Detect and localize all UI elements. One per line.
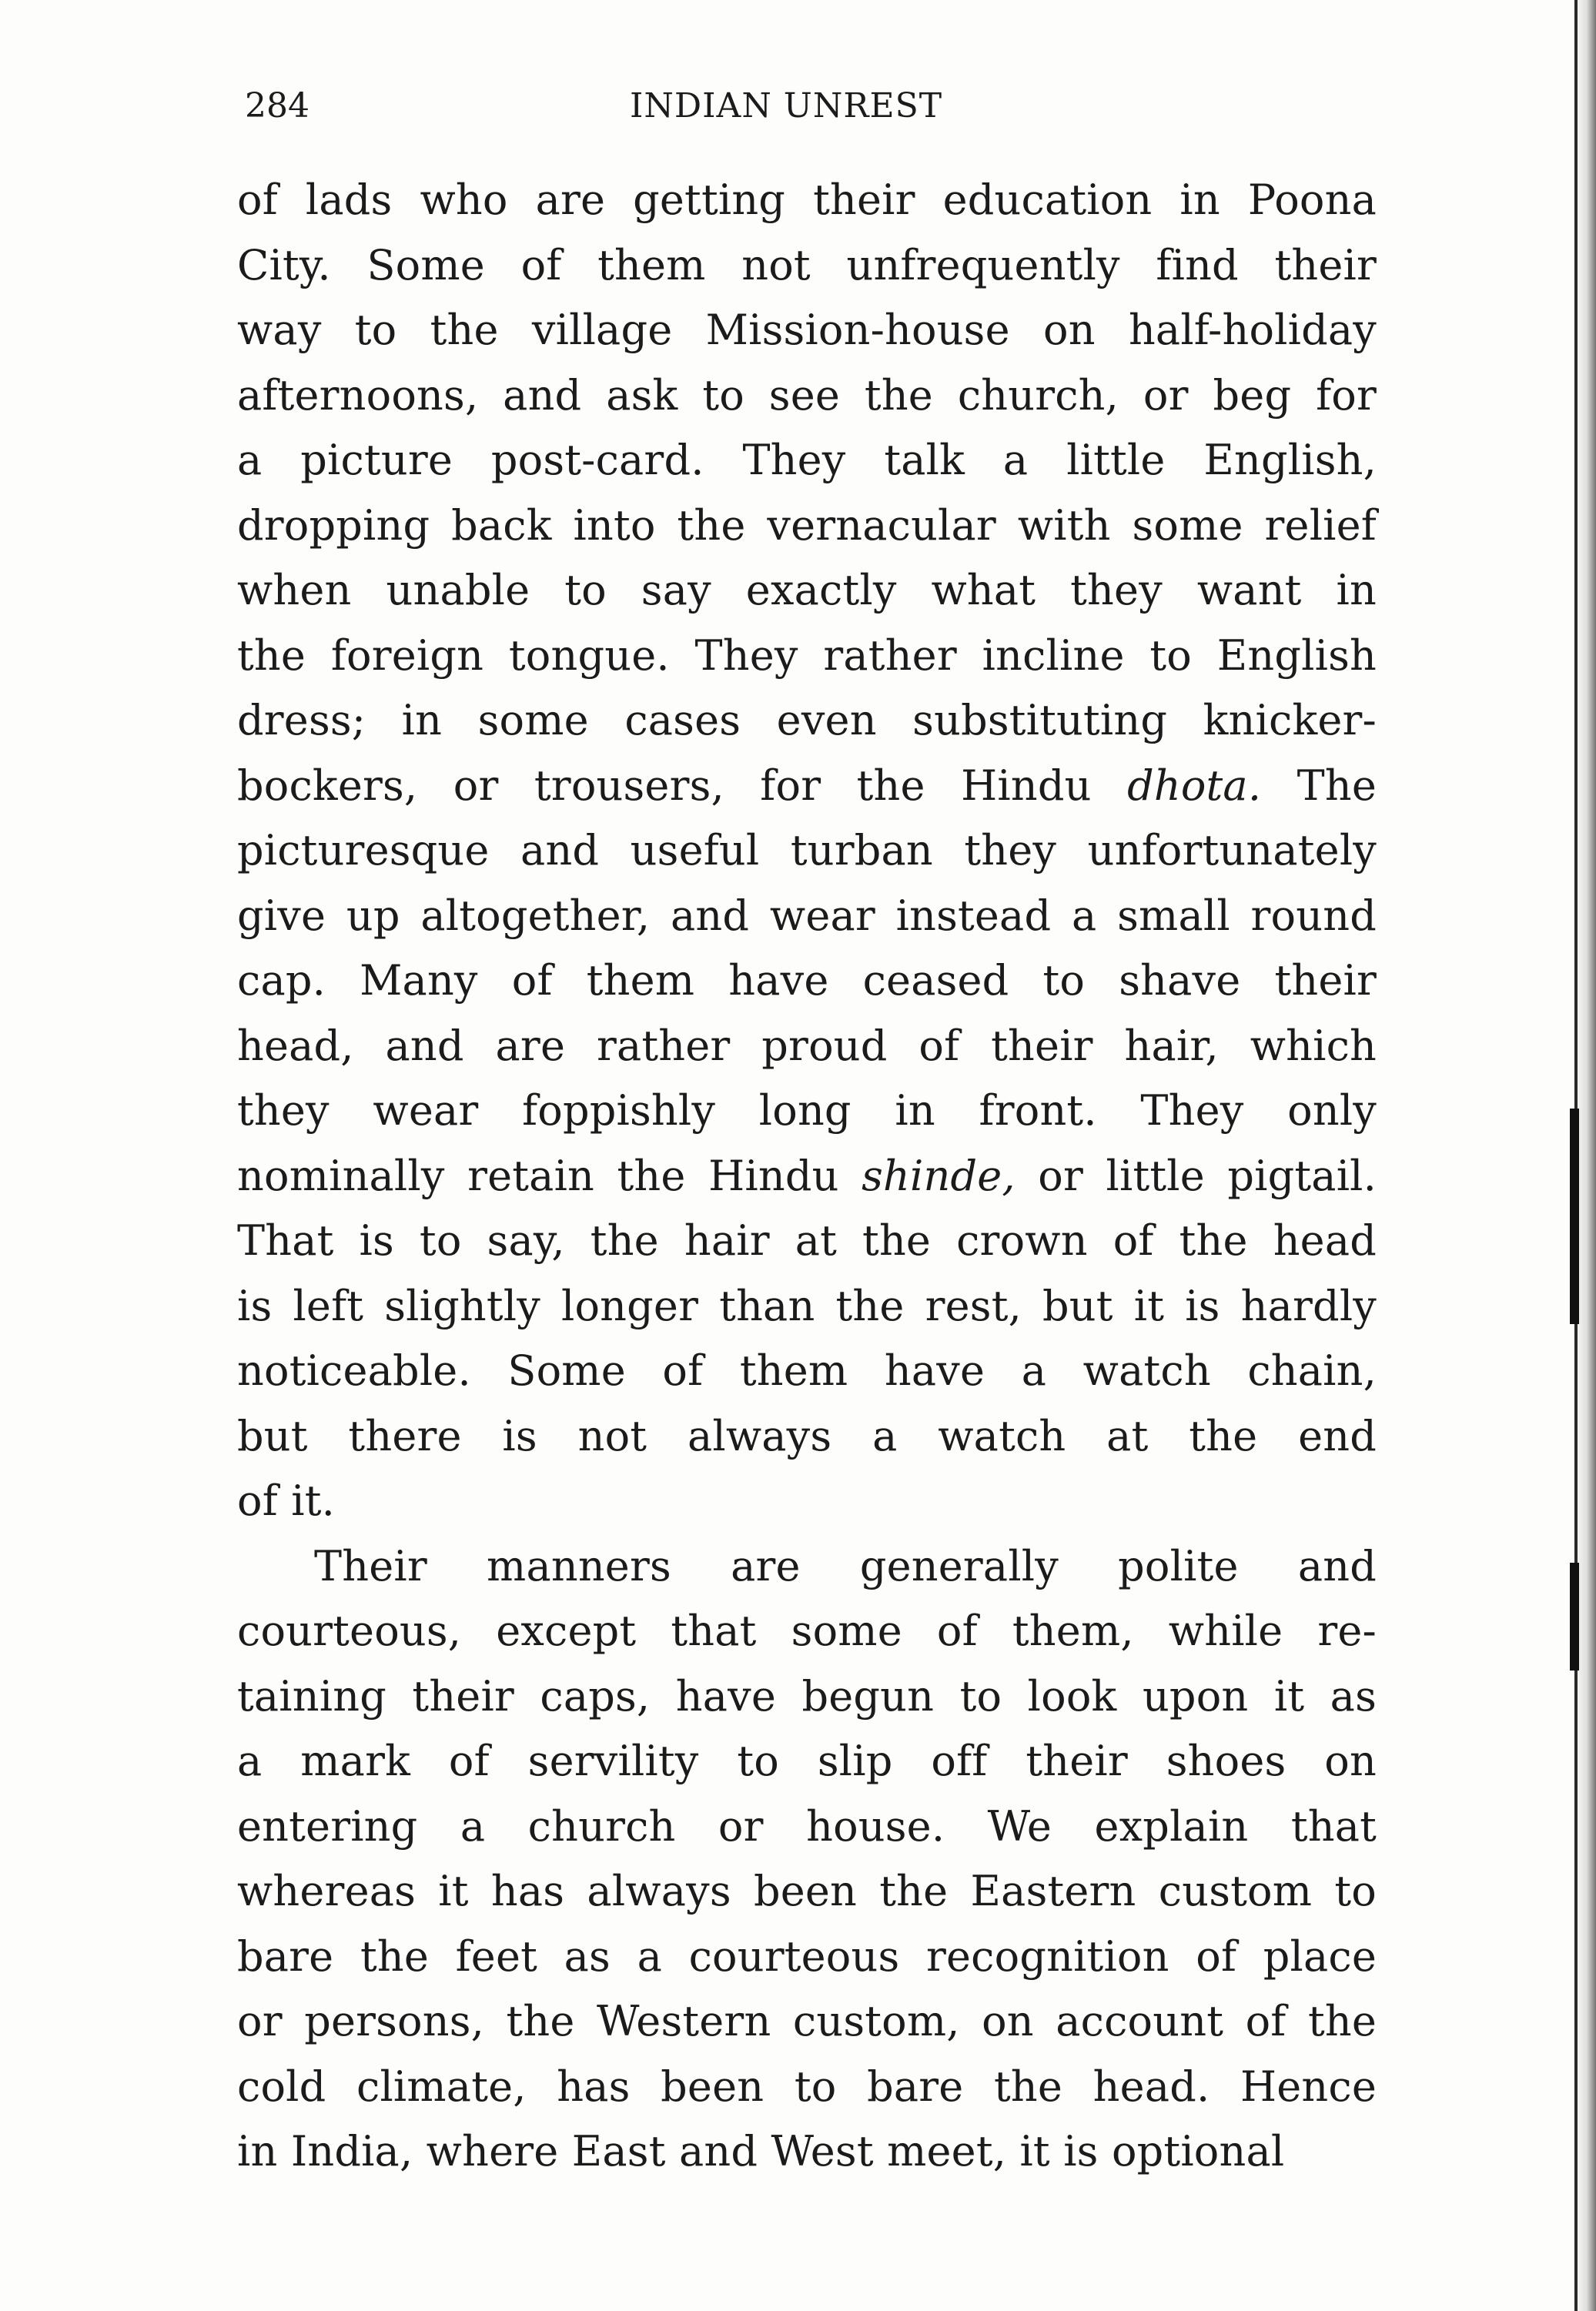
text-line: courteous, except that some of them, while re- — [237, 1607, 1377, 1655]
text-line: a mark of servility to slip off their shoes on — [237, 1737, 1377, 1785]
text-line: a picture post-card. They talk a little English, — [237, 436, 1377, 484]
italic-word: shinde, — [862, 1151, 1015, 1200]
text-line: but there is not always a watch at the end — [237, 1411, 1377, 1460]
text-line: picturesque and useful turban they unfortunately — [237, 826, 1377, 875]
text-line: taining their caps, have begun to look upon it as — [237, 1671, 1377, 1721]
italic-word: dhota. — [1127, 761, 1262, 810]
text-line: noticeable. Some of them have a watch chain, — [237, 1346, 1377, 1395]
text-run: or little pigtail. — [1015, 1151, 1377, 1200]
text-line: way to the village Mission-house on half-holiday — [237, 306, 1377, 354]
text-line: dress; in some cases even substituting knicker- — [237, 696, 1377, 744]
text-run: nominally retain the Hindu — [237, 1151, 862, 1200]
text-line: dropping back into the vernacular with some relief — [237, 500, 1377, 550]
text-line: is left slightly longer than the rest, but it is hardly — [237, 1281, 1377, 1330]
text-line: whereas it has always been the Eastern custom to — [237, 1867, 1377, 1915]
text-line: That is to say, the hair at the crown of the head — [237, 1216, 1377, 1265]
text-run: The — [1261, 761, 1377, 810]
page-edge-mark — [1570, 1563, 1579, 1671]
text-line: of it. — [237, 1477, 335, 1525]
text-line: they wear foppishly long in front. They only — [237, 1086, 1377, 1135]
text-line: give up altogether, and wear instead a small round — [237, 891, 1377, 940]
text-line: City. Some of them not unfrequently find their — [237, 240, 1377, 289]
text-line: in India, where East and West meet, it is optional — [237, 2127, 1285, 2176]
body-text — [237, 168, 1377, 2185]
text-line — [237, 1144, 1377, 1209]
text-run: bockers, or trousers, for the Hindu — [237, 761, 1128, 810]
text-line: bare the feet as a courteous recognition of place — [237, 1931, 1377, 1981]
page-number: 284 — [245, 86, 309, 125]
page-edge-mark — [1570, 1109, 1579, 1324]
text-line: entering a church or house. We explain that — [237, 1801, 1377, 1851]
text-line: cold climate, has been to bare the head. Hence — [237, 2062, 1377, 2111]
text-line — [237, 754, 1377, 819]
text-line: or persons, the Western custom, on account of the — [237, 1997, 1377, 2045]
text-line: of lads who are getting their education in Poona — [237, 176, 1377, 224]
running-head — [245, 83, 1384, 129]
running-title: INDIAN UNREST — [630, 86, 943, 125]
text-line: when unable to say exactly what they want in — [237, 566, 1377, 614]
text-line: head, and are rather proud of their hair, which — [237, 1021, 1377, 1070]
text-line: cap. Many of them have ceased to shave their — [237, 956, 1377, 1005]
text-line: Their manners are generally polite and — [314, 1541, 1377, 1590]
text-line: the foreign tongue. They rather incline to English — [237, 630, 1377, 680]
text-line: afternoons, and ask to see the church, or beg for — [237, 370, 1377, 420]
